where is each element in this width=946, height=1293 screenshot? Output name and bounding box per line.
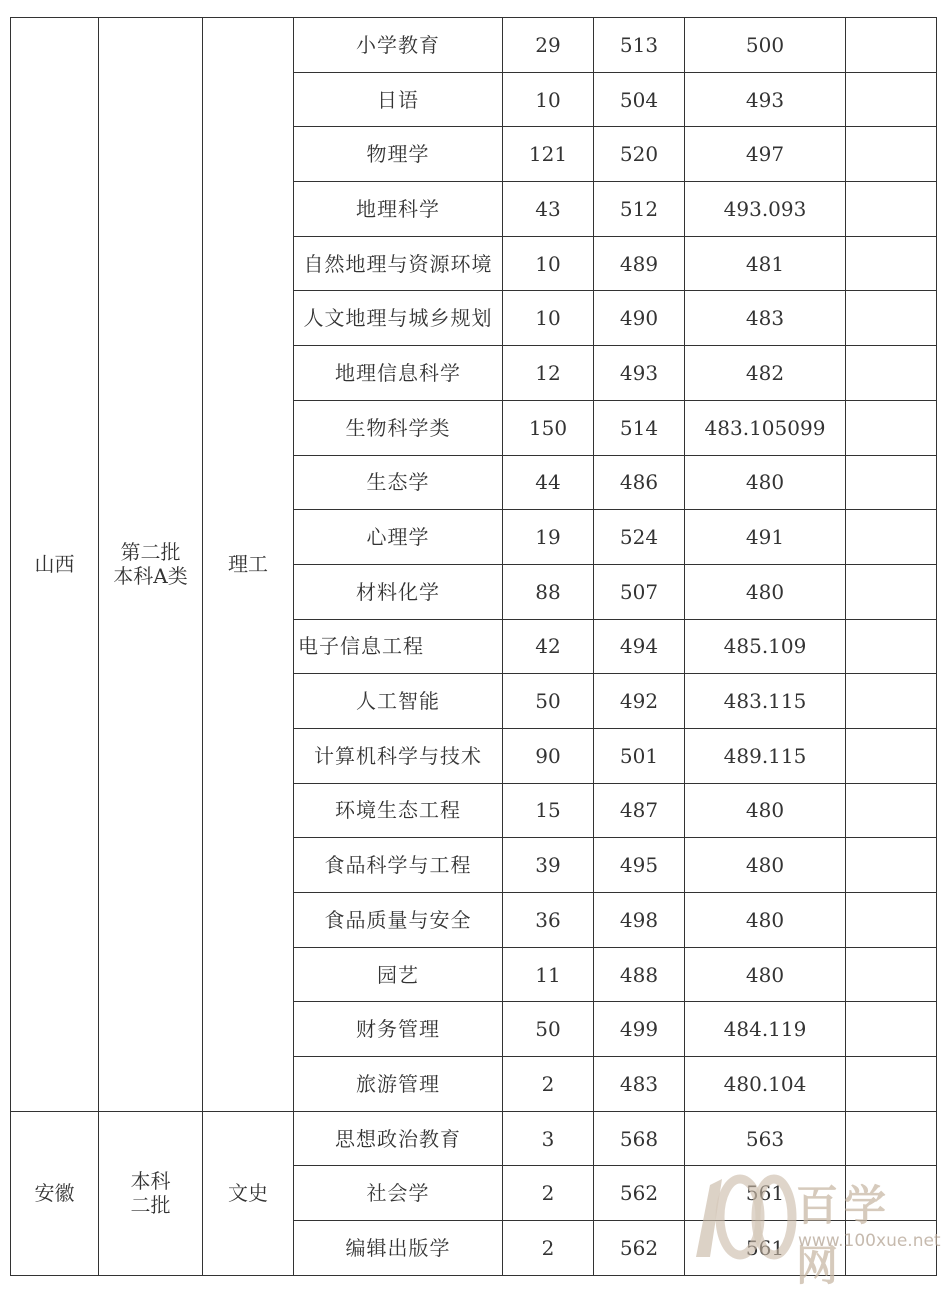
category-cell: 文史 — [203, 1111, 294, 1275]
major-cell: 人工智能 — [294, 674, 503, 729]
note-cell — [846, 1057, 937, 1112]
batch-line: 第二批 — [120, 540, 181, 565]
plan-count-cell: 88 — [503, 564, 594, 619]
plan-count-cell: 42 — [503, 619, 594, 674]
note-cell — [846, 72, 937, 127]
plan-count-cell: 10 — [503, 72, 594, 127]
min-score-cell: 485.109 — [685, 619, 846, 674]
max-score-cell: 486 — [594, 455, 685, 510]
plan-count-cell: 150 — [503, 400, 594, 455]
max-score-cell: 568 — [594, 1111, 685, 1166]
category-cell: 理工 — [203, 18, 294, 1112]
plan-count-cell: 11 — [503, 947, 594, 1002]
note-cell — [846, 182, 937, 237]
note-cell — [846, 564, 937, 619]
major-cell: 环境生态工程 — [294, 783, 503, 838]
watermark-brand: 百学网 — [796, 1181, 893, 1290]
major-cell: 地理科学 — [294, 182, 503, 237]
major-cell: 生物科学类 — [294, 400, 503, 455]
max-score-cell: 562 — [594, 1166, 685, 1221]
max-score-cell: 492 — [594, 674, 685, 729]
major-cell: 心理学 — [294, 510, 503, 565]
major-cell: 食品质量与安全 — [294, 893, 503, 948]
major-cell: 电子信息工程 — [294, 619, 503, 674]
min-score-cell: 563 — [685, 1111, 846, 1166]
note-cell — [846, 236, 937, 291]
min-score-cell: 483.105099 — [685, 400, 846, 455]
min-score-cell: 480 — [685, 783, 846, 838]
max-score-cell: 524 — [594, 510, 685, 565]
min-score-cell: 561 — [685, 1221, 846, 1276]
max-score-cell: 487 — [594, 783, 685, 838]
major-cell: 日语 — [294, 72, 503, 127]
province-cell: 安徽 — [11, 1111, 99, 1275]
max-score-cell: 499 — [594, 1002, 685, 1057]
note-cell — [846, 346, 937, 401]
batch-line: 二批 — [130, 1193, 171, 1218]
batch-line: 本科A类 — [113, 564, 188, 589]
max-score-cell: 490 — [594, 291, 685, 346]
note-cell — [846, 1166, 937, 1221]
max-score-cell: 507 — [594, 564, 685, 619]
major-cell: 自然地理与资源环境 — [294, 236, 503, 291]
max-score-cell: 488 — [594, 947, 685, 1002]
min-score-cell: 483.115 — [685, 674, 846, 729]
plan-count-cell: 36 — [503, 893, 594, 948]
min-score-cell: 480.104 — [685, 1057, 846, 1112]
note-cell — [846, 127, 937, 182]
note-cell — [846, 893, 937, 948]
note-cell — [846, 838, 937, 893]
major-cell: 财务管理 — [294, 1002, 503, 1057]
note-cell — [846, 400, 937, 455]
max-score-cell: 513 — [594, 18, 685, 73]
note-cell — [846, 783, 937, 838]
plan-count-cell: 15 — [503, 783, 594, 838]
plan-count-cell: 10 — [503, 291, 594, 346]
max-score-cell: 520 — [594, 127, 685, 182]
plan-count-cell: 50 — [503, 1002, 594, 1057]
min-score-cell: 480 — [685, 893, 846, 948]
note-cell — [846, 291, 937, 346]
max-score-cell: 512 — [594, 182, 685, 237]
plan-count-cell: 2 — [503, 1166, 594, 1221]
max-score-cell: 562 — [594, 1221, 685, 1276]
province-cell: 山西 — [11, 18, 99, 1112]
note-cell — [846, 619, 937, 674]
major-cell: 计算机科学与技术 — [294, 728, 503, 783]
min-score-cell: 491 — [685, 510, 846, 565]
plan-count-cell: 29 — [503, 18, 594, 73]
min-score-cell: 484.119 — [685, 1002, 846, 1057]
min-score-cell: 480 — [685, 947, 846, 1002]
major-cell: 园艺 — [294, 947, 503, 1002]
batch-cell — [99, 18, 203, 1112]
major-cell: 地理信息科学 — [294, 346, 503, 401]
max-score-cell: 498 — [594, 893, 685, 948]
note-cell — [846, 1111, 937, 1166]
min-score-cell: 480 — [685, 455, 846, 510]
note-cell — [846, 1002, 937, 1057]
plan-count-cell: 50 — [503, 674, 594, 729]
note-cell — [846, 18, 937, 73]
batch-line: 本科 — [130, 1169, 171, 1194]
max-score-cell: 495 — [594, 838, 685, 893]
major-cell: 社会学 — [294, 1166, 503, 1221]
min-score-cell: 489.115 — [685, 728, 846, 783]
note-cell — [846, 728, 937, 783]
max-score-cell: 494 — [594, 619, 685, 674]
batch-cell — [99, 1111, 203, 1275]
min-score-cell: 483 — [685, 291, 846, 346]
max-score-cell: 483 — [594, 1057, 685, 1112]
min-score-cell: 500 — [685, 18, 846, 73]
table-body — [11, 18, 937, 1276]
min-score-cell: 482 — [685, 346, 846, 401]
note-cell — [846, 1221, 937, 1276]
major-cell: 材料化学 — [294, 564, 503, 619]
max-score-cell: 501 — [594, 728, 685, 783]
major-cell: 小学教育 — [294, 18, 503, 73]
min-score-cell: 493 — [685, 72, 846, 127]
plan-count-cell: 43 — [503, 182, 594, 237]
major-cell: 旅游管理 — [294, 1057, 503, 1112]
plan-count-cell: 3 — [503, 1111, 594, 1166]
table-row — [11, 1111, 937, 1166]
plan-count-cell: 10 — [503, 236, 594, 291]
note-cell — [846, 674, 937, 729]
plan-count-cell: 39 — [503, 838, 594, 893]
plan-count-cell: 12 — [503, 346, 594, 401]
plan-count-cell: 44 — [503, 455, 594, 510]
note-cell — [846, 510, 937, 565]
watermark-url: www.100xue.net — [798, 1231, 941, 1251]
max-score-cell: 489 — [594, 236, 685, 291]
note-cell — [846, 947, 937, 1002]
major-cell: 编辑出版学 — [294, 1221, 503, 1276]
plan-count-cell: 2 — [503, 1057, 594, 1112]
major-cell: 人文地理与城乡规划 — [294, 291, 503, 346]
major-cell: 思想政治教育 — [294, 1111, 503, 1166]
plan-count-cell: 121 — [503, 127, 594, 182]
max-score-cell: 504 — [594, 72, 685, 127]
plan-count-cell: 19 — [503, 510, 594, 565]
note-cell — [846, 455, 937, 510]
major-cell: 物理学 — [294, 127, 503, 182]
min-score-cell: 480 — [685, 564, 846, 619]
admission-scores-table — [10, 17, 937, 1276]
plan-count-cell: 90 — [503, 728, 594, 783]
major-cell: 食品科学与工程 — [294, 838, 503, 893]
major-cell: 生态学 — [294, 455, 503, 510]
min-score-cell: 480 — [685, 838, 846, 893]
max-score-cell: 514 — [594, 400, 685, 455]
max-score-cell: 493 — [594, 346, 685, 401]
min-score-cell: 497 — [685, 127, 846, 182]
min-score-cell: 493.093 — [685, 182, 846, 237]
min-score-cell: 561 — [685, 1166, 846, 1221]
table-row — [11, 18, 937, 73]
plan-count-cell: 2 — [503, 1221, 594, 1276]
min-score-cell: 481 — [685, 236, 846, 291]
